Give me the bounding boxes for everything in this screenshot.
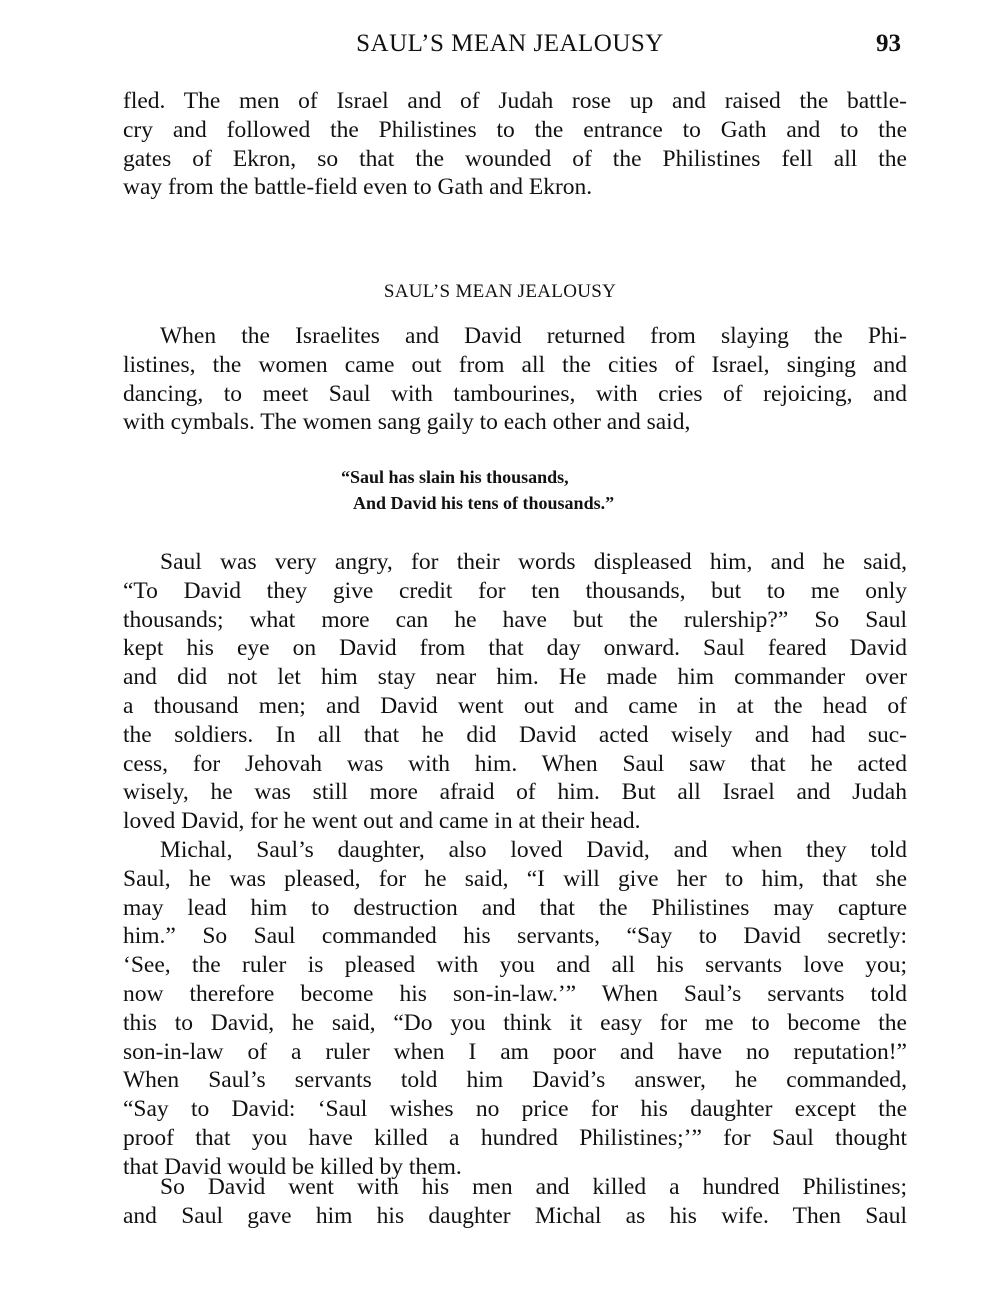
text-line: that David would be killed by them. [123, 1153, 462, 1180]
paragraph-4 [123, 1173, 907, 1231]
text-line: cry and followed the Philistines to the entrance to Gath and to the [123, 116, 907, 143]
text-line: gates of Ekron, so that the wounded of the Philistines fell all the [123, 145, 907, 172]
text-line: him.” So Saul commanded his servants, “Say to David secretly: [123, 923, 907, 950]
verse-line: “Saul has slain his thousands, [341, 467, 569, 487]
text-line: kept his eye on David from that day onward. Saul feared David [123, 635, 907, 662]
text-line: cess, for Jehovah was with him. When Saul saw that he acted [123, 750, 907, 777]
text-line: Saul, he was pleased, for he said, “I will give her to him, that she [123, 865, 907, 892]
text-line: may lead him to destruction and that the Philistines may capture [123, 894, 907, 921]
text-line: “To David they give credit for ten thousands, but to me only [123, 577, 907, 604]
text-line: and did not let him stay near him. He made him commander over [123, 664, 907, 691]
text-line: listines, the women came out from all the cities of Israel, singing and [123, 351, 907, 378]
text-line: dancing, to meet Saul with tambourines, with cries of rejoicing, and [123, 380, 907, 407]
text-line: loved David, for he went out and came in at their head. [123, 808, 641, 835]
text-line: Michal, Saul’s daughter, also loved David, and when they told [160, 837, 907, 863]
paragraph-3 [123, 836, 907, 1182]
text-line: son-in-law of a ruler when I am poor and have no reputation!” [123, 1038, 907, 1065]
text-line: Saul was very angry, for their words displeased him, and he said, [160, 549, 907, 575]
paragraph-continued [123, 87, 907, 202]
verse-quote [341, 464, 614, 516]
text-line: with cymbals. The women sang gaily to each other and said, [123, 409, 691, 436]
text-line: When the Israelites and David returned from slaying the Phi- [160, 323, 907, 349]
running-head-title: SAUL’S MEAN JEALOUSY [356, 30, 664, 57]
text-line: When Saul’s servants told him David’s answer, he commanded, [123, 1067, 907, 1094]
text-line: “Say to David: ‘Saul wishes no price for his daughter except the [123, 1096, 907, 1123]
text-line: fled. The men of Israel and of Judah rose up and raised the battle- [123, 88, 907, 114]
text-line: this to David, he said, “Do you think it easy for me to become the [123, 1009, 907, 1036]
paragraph-1 [123, 322, 907, 437]
verse-line: And David his tens of thousands.” [353, 493, 615, 513]
text-line: way from the battle-field even to Gath and Ekron. [123, 174, 593, 201]
text-line: a thousand men; and David went out and came in at the head of [123, 692, 907, 719]
paragraph-2 [123, 548, 907, 836]
text-line: proof that you have killed a hundred Philistines;’” for Saul thought [123, 1124, 907, 1151]
text-line: ‘See, the ruler is pleased with you and all his servants love you; [123, 952, 907, 979]
text-line: thousands; what more can he have but the rulership?” So Saul [123, 606, 907, 633]
text-line: wisely, he was still more afraid of him. But all Israel and Judah [123, 779, 907, 806]
page-number: 93 [876, 30, 901, 57]
text-line: now therefore become his son-in-law.’” When Saul’s servants told [123, 980, 907, 1007]
text-line: So David went with his men and killed a hundred Philistines; [160, 1174, 907, 1200]
section-heading: SAUL’S MEAN JEALOUSY [383, 281, 617, 302]
text-line: the soldiers. In all that he did David acted wisely and had suc- [123, 721, 907, 748]
text-line: and Saul gave him his daughter Michal as his wife. Then Saul [123, 1202, 907, 1229]
